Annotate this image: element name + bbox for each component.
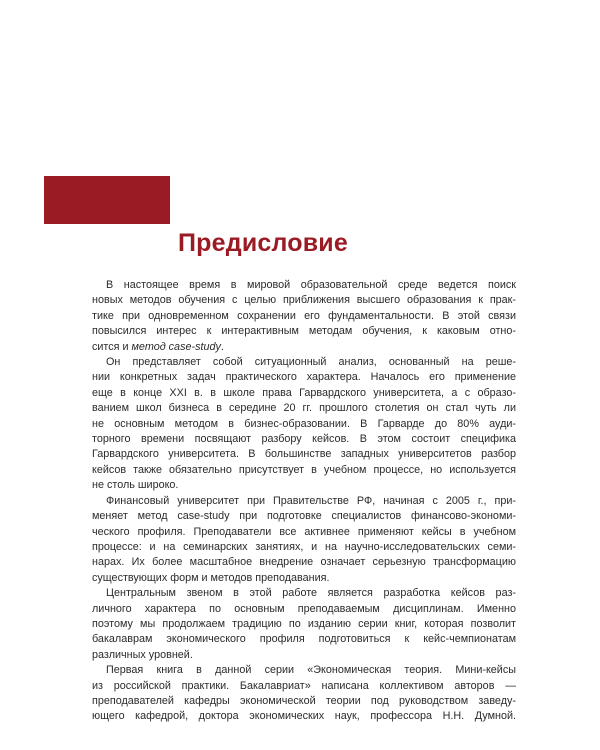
- text-line: В настоящее время в мировой образовательной среде ведется поиск: [106, 279, 516, 291]
- text-line: различных уровней.: [92, 648, 193, 661]
- paragraph-1: [92, 278, 516, 355]
- text-line: Гарвардского университета. В большинстве западных университетов разбор: [92, 448, 516, 461]
- text-line: новых методов обучения с целью приближения высшего образования к прак-: [92, 294, 516, 307]
- preface-body: [92, 278, 516, 725]
- text-line: еще в конце XXI в. в школе права Гарвардского университета, а с образо-: [92, 386, 516, 399]
- text-line: из российской практики. Бакалавриат» написана коллективом авторов —: [92, 679, 516, 692]
- text-line: Финансовый университет при Правительстве РФ, начиная с 2005 г., при-: [106, 494, 516, 507]
- paragraph-2: [92, 355, 516, 494]
- text-line: нии конкретных задач практического характера. Началось его применение: [92, 371, 516, 384]
- text-line: торного времени посвящают разбору кейсов. В этом состоит специфика: [92, 433, 516, 446]
- text-line: нарах. Их более масштабное внедрение означает серьезную трансформацию: [92, 556, 516, 569]
- text-line: меняет метод case-study при подготовке специалистов финансово-экономи-: [92, 510, 516, 523]
- text-line: повысился интерес к интерактивным методам обучения, к каковым отно-: [92, 325, 516, 338]
- text-line: существующих форм и методов преподавания.: [92, 571, 330, 584]
- text-line: преподавателей кафедры экономической теории под руководством заведу-: [92, 694, 516, 707]
- text-line: ющего кафедрой, доктора экономических наук, профессора Н.Н. Думной.: [92, 710, 516, 723]
- text-line: личного характера по основным преподаваемым дисциплинам. Именно: [92, 602, 516, 615]
- text-line: поэтому мы продолжаем традицию по изданию серии книг, которая позволит: [92, 617, 516, 630]
- text-fragment: .: [220, 340, 224, 353]
- text-line: Первая книга в данной серии «Экономическая теория. Мини-кейсы: [106, 664, 516, 677]
- text-line: ческого профиля. Преподаватели все активнее применяют кейсы в учебном: [92, 525, 516, 538]
- chapter-accent-bar: [44, 176, 170, 224]
- text-line: ванием школ бизнеса в середине 20 гг. прошлого столетия он стал чуть ли: [92, 402, 516, 415]
- text-fragment: сится и: [92, 340, 132, 353]
- text-line: тике при одновременном сохранении его фундаментальности. В этой связи: [92, 309, 516, 322]
- text-line: Центральным звеном в этой работе является разработка кейсов раз-: [106, 587, 516, 600]
- text-line: [92, 340, 516, 355]
- text-line: не основным методом в бизнес-образовании. В Гарварде до 80% ауди-: [92, 417, 516, 430]
- text-line: Он представляет собой ситуационный анализ, основанный на реше-: [106, 356, 516, 369]
- paragraph-3: [92, 494, 516, 586]
- text-line: бакалаврам экономического профиля подготовиться к кейс-чемпионатам: [92, 633, 516, 646]
- text-line: кейсов также обязательно присутствует в учебном процессе, но используется: [92, 463, 516, 476]
- paragraph-5: [92, 663, 516, 725]
- text-line: процессе: и на семинарских занятиях, и на научно-исследовательских семи-: [92, 540, 516, 553]
- emphasized-term: метод case-study: [131, 340, 221, 353]
- text-line: не столь широко.: [92, 479, 179, 492]
- paragraph-4: [92, 586, 516, 663]
- chapter-heading: Предисловие: [178, 229, 348, 257]
